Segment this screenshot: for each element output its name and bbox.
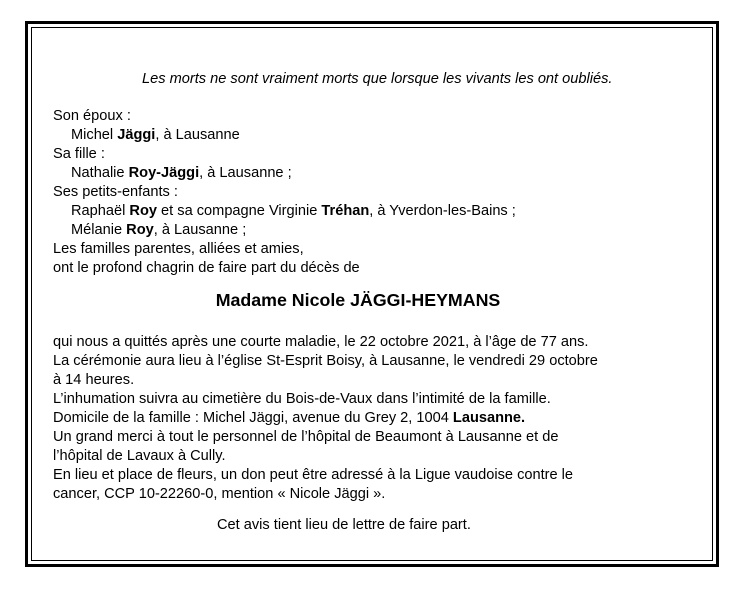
text-run: , à Lausanne ;	[153, 222, 247, 238]
text-run: qui nous a quittés après une courte maladie, le 22 octobre 2021, à l’âge de 77 ans.	[53, 334, 589, 350]
bold-name: Jäggi	[117, 127, 156, 143]
text-run: cancer, CCP 10-22260-0, mention « Nicole Jäggi ».	[53, 486, 386, 502]
text-run: Michel	[71, 127, 118, 143]
text-run: L’inhumation suivra au cimetière du Bois-de-Vaux dans l’intimité de la famille.	[53, 391, 551, 407]
text-run: En lieu et place de fleurs, un don peut être adressé à la Ligue vaudoise contre le	[53, 467, 574, 483]
text-run: Son époux :	[53, 108, 131, 124]
text-run: , à Lausanne	[155, 127, 240, 143]
body-line	[53, 371, 134, 390]
body-line	[53, 485, 385, 504]
deceased-name: Madame Nicole JÄGGI-HEYMANS	[215, 290, 501, 310]
body-line	[53, 333, 588, 352]
motto: Les morts ne sont vraiment morts que lorsque les vivants les ont oubliés.	[142, 71, 613, 87]
text-run: Ses petits-enfants :	[53, 184, 178, 200]
text-run: Mélanie	[71, 222, 127, 238]
text-run: , à Lausanne ;	[199, 165, 292, 181]
family-line	[53, 164, 292, 183]
body-line	[53, 447, 226, 466]
bold-name: Tréhan	[321, 203, 370, 219]
body-line	[53, 466, 573, 485]
body-line	[53, 390, 551, 409]
text-run: l’hôpital de Lavaux à Cully.	[53, 448, 226, 464]
bold-name: Roy-Jäggi	[128, 165, 200, 181]
family-line	[53, 221, 246, 240]
text-run: Sa fille :	[53, 146, 105, 162]
family-line	[53, 107, 131, 126]
closing-line: Cet avis tient lieu de lettre de faire part.	[217, 517, 471, 533]
family-line	[53, 145, 105, 164]
text-run: Raphaël	[71, 203, 130, 219]
family-line	[53, 126, 240, 145]
text-run: à 14 heures.	[53, 372, 135, 388]
text-run: Les familles parentes, alliées et amies,	[53, 241, 304, 257]
family-line	[53, 202, 516, 221]
body-line	[53, 409, 525, 428]
family-line	[53, 183, 178, 202]
text-run: Nathalie	[71, 165, 129, 181]
body-line	[53, 352, 598, 371]
text-run: , à Yverdon-les-Bains ;	[369, 203, 516, 219]
family-line	[53, 240, 304, 259]
bold-name: Lausanne.	[452, 410, 526, 426]
text-run: Domicile de la famille : Michel Jäggi, avenue du Grey 2, 1004	[53, 410, 453, 426]
bold-name: Roy	[126, 222, 154, 238]
text-run: et sa compagne Virginie	[157, 203, 322, 219]
text-run: ont le profond chagrin de faire part du décès de	[53, 260, 360, 276]
bold-name: Roy	[129, 203, 157, 219]
text-run: Un grand merci à tout le personnel de l’hôpital de Beaumont à Lausanne et de	[53, 429, 559, 445]
text-run: La cérémonie aura lieu à l’église St-Esprit Boisy, à Lausanne, le vendredi 29 octobre	[53, 353, 598, 369]
family-line	[53, 259, 360, 278]
body-line	[53, 428, 558, 447]
